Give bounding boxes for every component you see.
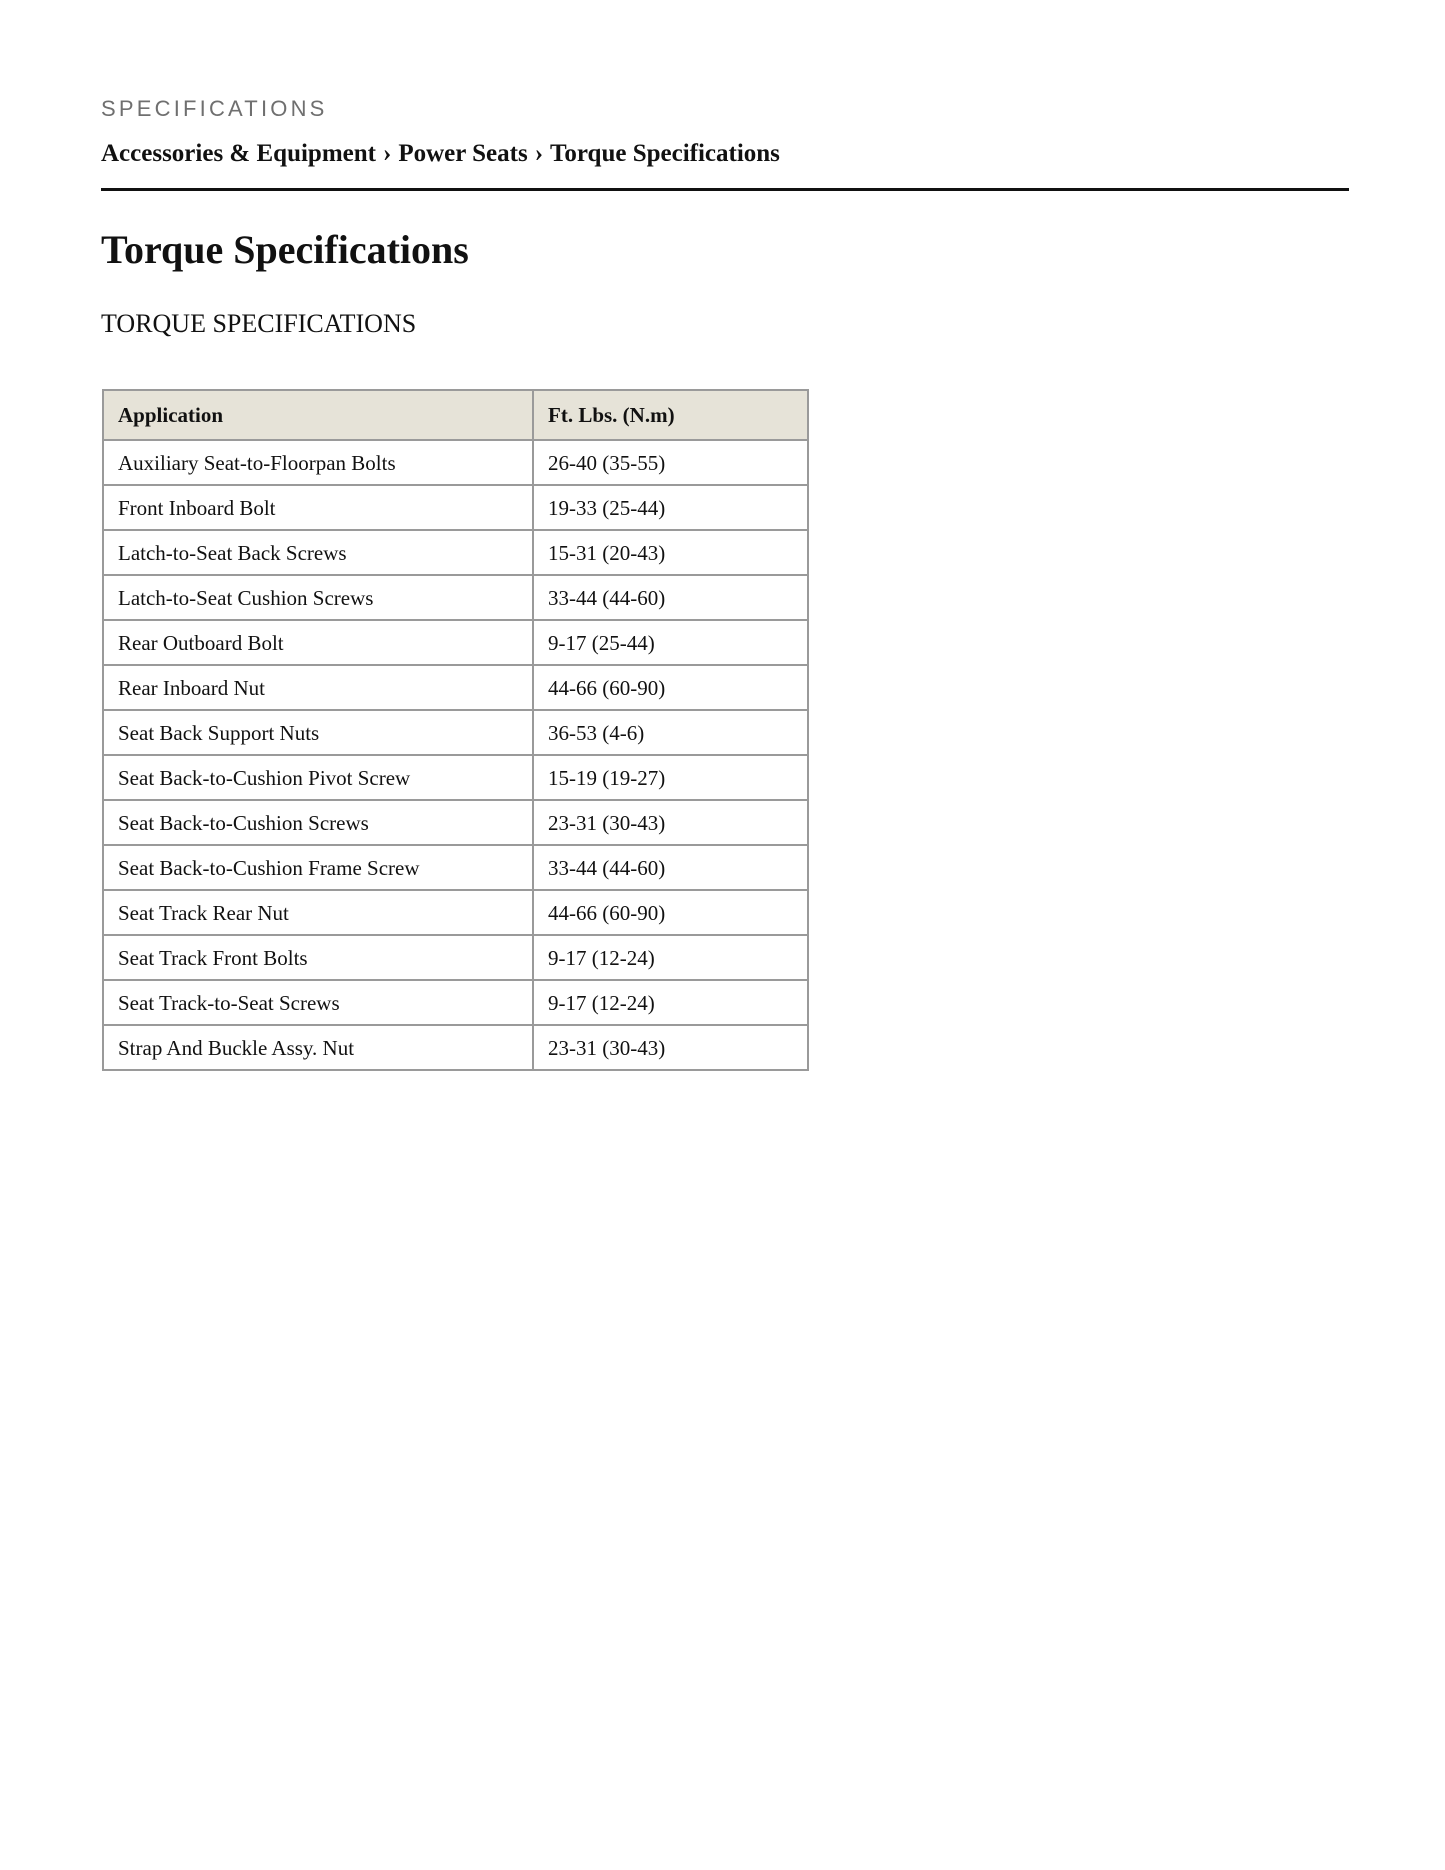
torque-value-cell: 15-31 (20-43) (533, 530, 808, 575)
torque-value-cell: 44-66 (60-90) (533, 665, 808, 710)
breadcrumb (101, 139, 780, 169)
torque-value-cell: 23-31 (30-43) (533, 800, 808, 845)
application-cell: Latch-to-Seat Back Screws (103, 530, 533, 575)
application-cell: Seat Back Support Nuts (103, 710, 533, 755)
table-body (103, 440, 808, 1070)
table-row (103, 980, 808, 1025)
column-header-torque: Ft. Lbs. (N.m) (533, 390, 808, 440)
application-cell: Auxiliary Seat-to-Floorpan Bolts (103, 440, 533, 485)
breadcrumb-separator: › (382, 140, 392, 167)
application-cell: Seat Back-to-Cushion Frame Screw (103, 845, 533, 890)
application-cell: Rear Inboard Nut (103, 665, 533, 710)
table-row (103, 710, 808, 755)
section-subtitle: TORQUE SPECIFICATIONS (101, 309, 417, 338)
table-row (103, 530, 808, 575)
torque-value-cell: 26-40 (35-55) (533, 440, 808, 485)
torque-value-cell: 36-53 (4-6) (533, 710, 808, 755)
table-row (103, 800, 808, 845)
application-cell: Rear Outboard Bolt (103, 620, 533, 665)
table-row (103, 1025, 808, 1070)
torque-value-cell: 9-17 (12-24) (533, 935, 808, 980)
breadcrumb-item-power-seats[interactable]: Power Seats (398, 140, 528, 167)
table-row (103, 665, 808, 710)
table-row (103, 620, 808, 665)
application-cell: Latch-to-Seat Cushion Screws (103, 575, 533, 620)
application-cell: Seat Back-to-Cushion Screws (103, 800, 533, 845)
header-divider (101, 188, 1349, 191)
breadcrumb-item-torque-specifications[interactable]: Torque Specifications (550, 140, 780, 167)
table-header-row (103, 390, 808, 440)
torque-value-cell: 9-17 (12-24) (533, 980, 808, 1025)
torque-value-cell: 33-44 (44-60) (533, 575, 808, 620)
section-label: SPECIFICATIONS (101, 96, 328, 121)
table-row (103, 890, 808, 935)
torque-value-cell: 15-19 (19-27) (533, 755, 808, 800)
application-cell: Seat Track Rear Nut (103, 890, 533, 935)
page-title: Torque Specifications (101, 227, 469, 272)
breadcrumb-item-accessories[interactable]: Accessories & Equipment (101, 140, 376, 167)
torque-value-cell: 33-44 (44-60) (533, 845, 808, 890)
application-cell: Seat Back-to-Cushion Pivot Screw (103, 755, 533, 800)
torque-value-cell: 44-66 (60-90) (533, 890, 808, 935)
table-row (103, 935, 808, 980)
torque-value-cell: 23-31 (30-43) (533, 1025, 808, 1070)
application-cell: Seat Track-to-Seat Screws (103, 980, 533, 1025)
torque-value-cell: 9-17 (25-44) (533, 620, 808, 665)
column-header-application: Application (103, 390, 533, 440)
table-row (103, 440, 808, 485)
table-row (103, 485, 808, 530)
application-cell: Front Inboard Bolt (103, 485, 533, 530)
table-row (103, 845, 808, 890)
application-cell: Seat Track Front Bolts (103, 935, 533, 980)
table-row (103, 755, 808, 800)
torque-value-cell: 19-33 (25-44) (533, 485, 808, 530)
breadcrumb-separator: › (534, 140, 544, 167)
table-row (103, 575, 808, 620)
application-cell: Strap And Buckle Assy. Nut (103, 1025, 533, 1070)
torque-spec-table (102, 389, 809, 1071)
